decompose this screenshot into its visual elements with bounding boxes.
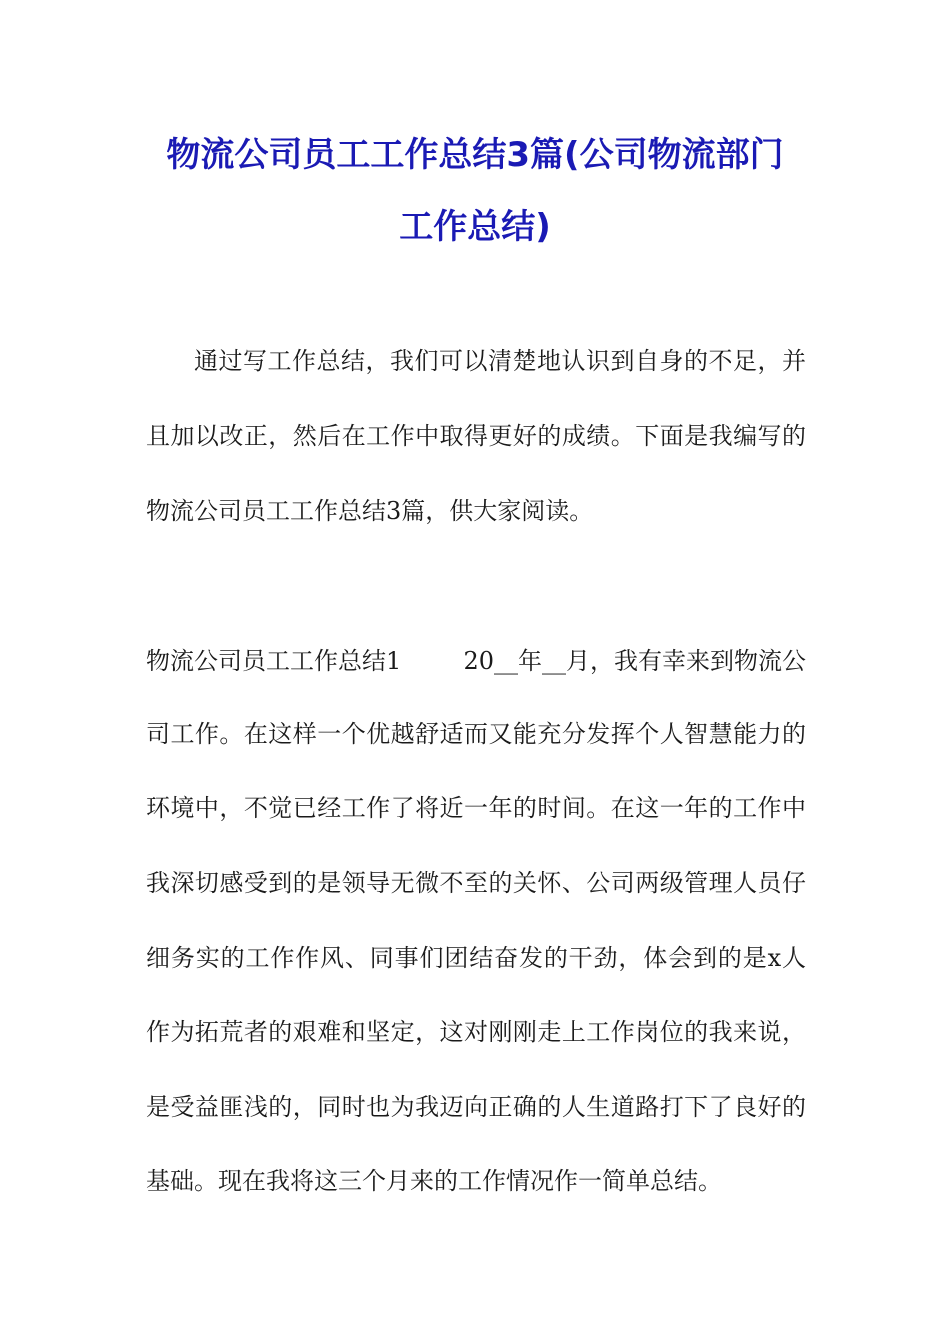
- document-title-line-1: 物流公司员工工作总结3篇(公司物流部门: [166, 135, 784, 175]
- section-1-line: 细务实的工作作风、同事们团结奋发的干劲，体会到的是x人: [146, 944, 806, 972]
- document-title-line-2: 工作总结): [399, 207, 551, 247]
- section-1-heading: 物流公司员工工作总结1: [146, 647, 402, 675]
- intro-line-2: 且加以改正，然后在工作中取得更好的成绩。下面是我编写的: [146, 422, 806, 450]
- section-1-line: 作为拓荒者的艰难和坚定，这对刚刚走上工作岗位的我来说，: [146, 1018, 806, 1046]
- intro-line-1: 通过写工作总结，我们可以清楚地认识到自身的不足，并: [194, 347, 806, 375]
- section-1-line: 是受益匪浅的，同时也为我迈向正确的人生道路打下了良好的: [146, 1093, 806, 1121]
- section-1-line: 司工作。在这样一个优越舒适而又能充分发挥个人智慧能力的: [146, 720, 806, 748]
- section-1-first-line: [146, 646, 806, 676]
- section-1-line: 环境中，不觉已经工作了将近一年的时间。在这一年的工作中: [146, 794, 806, 822]
- section-1-line: 我深切感受到的是领导无微不至的关怀、公司两级管理人员仔: [146, 869, 806, 897]
- section-1-line: 基础。现在我将这三个月来的工作情况作一简单总结。: [146, 1167, 722, 1195]
- intro-line-3: 物流公司员工工作总结3篇，供大家阅读。: [146, 497, 594, 525]
- section-1-opening-text: 20__年__月，我有幸来到物流公: [463, 647, 806, 675]
